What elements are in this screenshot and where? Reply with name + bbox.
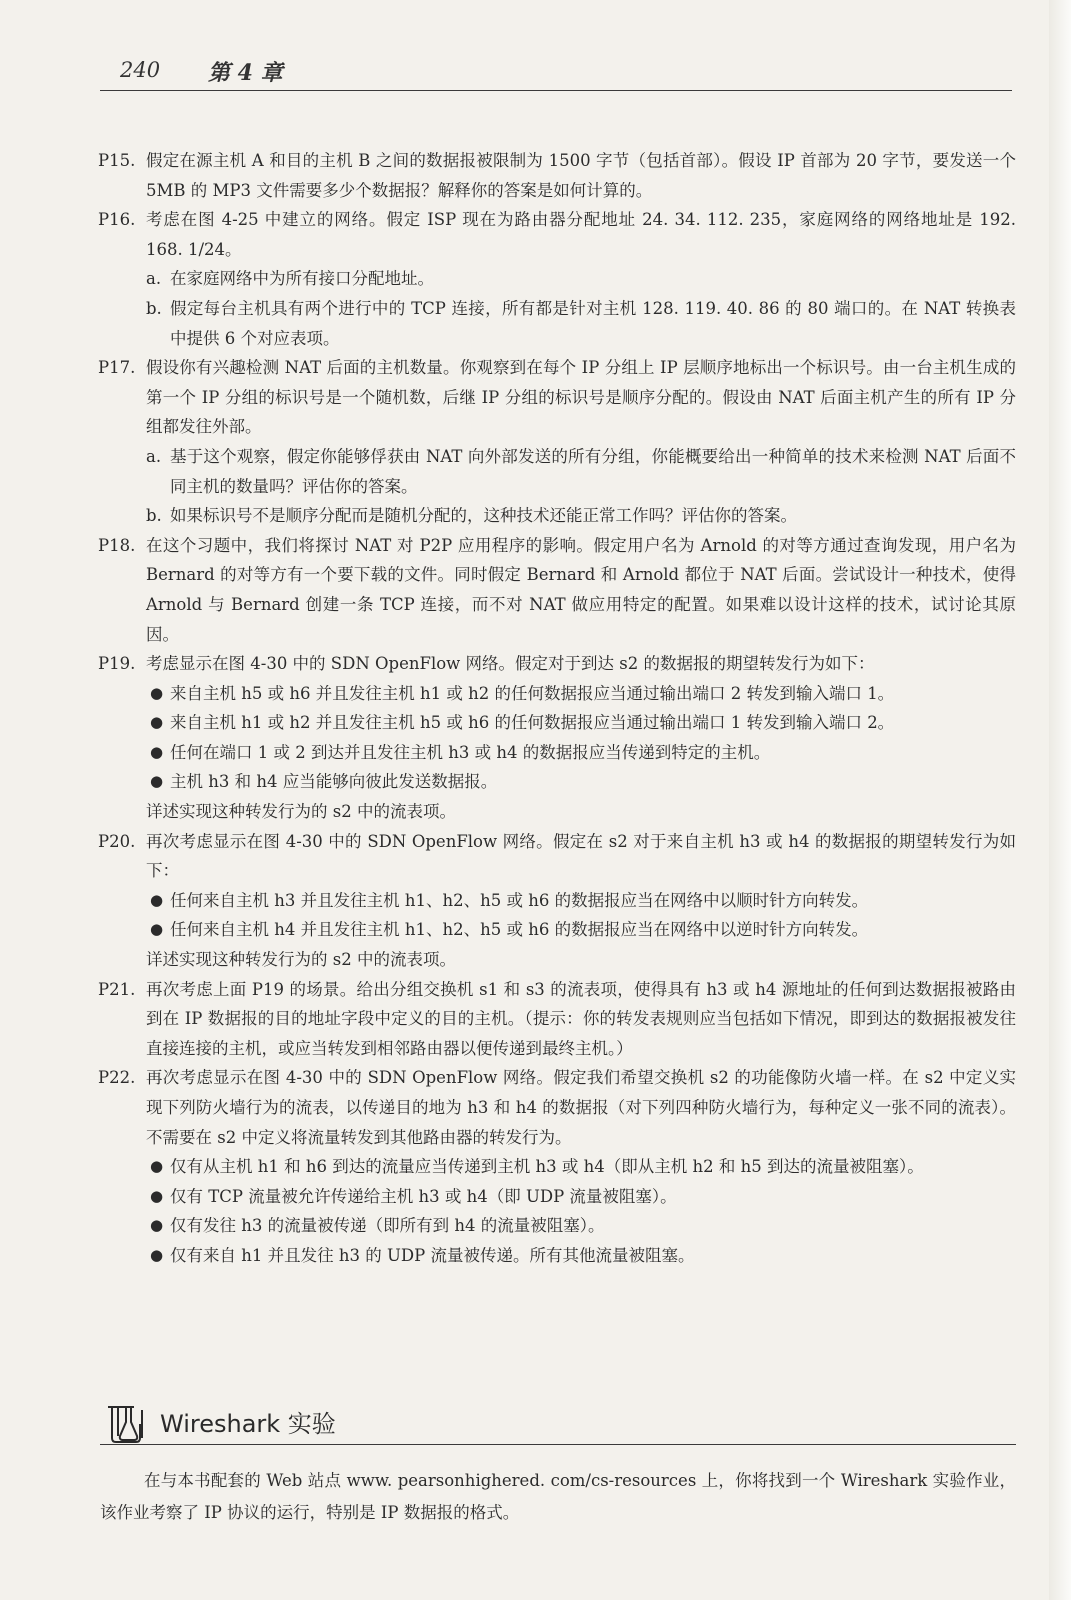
bullet-item (146, 915, 1016, 945)
problem-label: P18. (98, 535, 136, 555)
bullet-item (146, 708, 1016, 738)
bullet-text: 任何来自主机 h3 并且发往主机 h1、h2、h5 或 h6 的数据报应当在网络中以顺时针方向转发。 (170, 890, 869, 910)
bullet-dot-icon: ● (150, 772, 164, 791)
problem-text: 在这个习题中，我们将探讨 NAT 对 P2P 应用程序的影响。假定用户名为 Arnold 的对等方通过查询发现，用户名为 Bernard 的对等方有一个要下载的文件。同时假定 Bernard 和 Arnold 都位于 NAT 后面。尝试设计一种技术，使得 Arnold 与 Bernard 创建一条 TCP 连接，而不对 NAT 做应用特定的配置。如果难以设计这样的技术，试讨论其原因。 (146, 535, 1016, 644)
lab-text: 在与本书配套的 Web 站点 www. pearsonhighered. com/cs-resources 上，你将找到一个 Wireshark 实验作业，该作业考察了 IP 协议的运行，特别是 IP 数据报的格式。 (100, 1471, 1016, 1522)
problem-label: P15. (98, 151, 136, 170)
bullet-item (146, 1241, 1016, 1271)
bullet-dot-icon: ● (150, 1216, 164, 1235)
problem-p20 (98, 827, 1016, 975)
sub-text: 基于这个观察，假定你能够俘获由 NAT 向外部发送的所有分组，你能概要给出一种简单的技术来检测 NAT 后面不同主机的数量吗？评估你的答案。 (170, 446, 1016, 496)
bullet-text: 仅有从主机 h1 和 h6 到达的流量应当传递到主机 h3 或 h4（即从主机 h2 和 h5 到达的流量被阻塞）。 (170, 1157, 924, 1177)
problem-text: 再次考虑上面 P19 的场景。给出分组交换机 s1 和 s3 的流表项，使得具有 h3 或 h4 源地址的任何到达数据报被路由到在 IP 数据报的目的地址字段中定义的目的主机。（提示：你的转发表规则应当包括如下情况，即到达的数据报被发往直接连接的主机，或应当转发到相邻路由器以便传递到最终主机。） (146, 979, 1016, 1058)
chapter-title: 第 4 章 (208, 60, 283, 86)
sub-text: 如果标识号不是顺序分配而是随机分配的，这种技术还能正常工作吗？评估你的答案。 (170, 506, 797, 526)
sub-label: a. (146, 269, 162, 289)
bullet-text: 仅有发往 h3 的流量被传递（即所有到 h4 的流量被阻塞）。 (170, 1216, 605, 1236)
problem-label: P19. (98, 654, 136, 674)
bullet-dot-icon: ● (150, 1157, 164, 1176)
lab-flask-icon (104, 1402, 148, 1444)
problem-text: 再次考虑显示在图 4-30 中的 SDN OpenFlow 网络。假定我们希望交换机 s2 的功能像防火墙一样。在 s2 中定义实现下列防火墙行为的流表，以传递目的地为 h3 和 h4 的数据报（对下列四种防火墙行为，每种定义一张不同的流表）。不需要在 s2 中定义将流量转发到其他路由器的转发行为。 (146, 1068, 1016, 1147)
bullet-dot-icon: ● (150, 742, 164, 761)
page-number: 240 (120, 58, 161, 82)
problem-p15 (98, 146, 1016, 205)
bullet-dot-icon: ● (150, 890, 164, 909)
bullet-dot-icon: ● (150, 683, 164, 702)
sub-label: b. (146, 298, 162, 318)
bullet-dot-icon: ● (150, 1245, 164, 1264)
bullet-text: 仅有 TCP 流量被允许传递给主机 h3 或 h4（即 UDP 流量被阻塞）。 (170, 1186, 677, 1206)
problem-label: P16. (98, 210, 136, 230)
bullet-text: 任何在端口 1 或 2 到达并且发往主机 h3 或 h4 的数据报应当传递到特定的主机。 (170, 742, 771, 762)
bullet-item (146, 1182, 1016, 1212)
problem-text: 再次考虑显示在图 4-30 中的 SDN OpenFlow 网络。假定在 s2 对于来自主机 h3 或 h4 的数据报的期望转发行为如下： (146, 831, 1016, 881)
wireshark-lab-section (100, 1402, 1016, 1529)
problem-text: 考虑显示在图 4-30 中的 SDN OpenFlow 网络。假定对于到达 s2 的数据报的期望转发行为如下： (146, 654, 875, 674)
problems-list (98, 146, 1016, 1271)
bullet-text: 仅有来自 h1 并且发往 h3 的 UDP 流量被传递。所有其他流量被阻塞。 (170, 1245, 695, 1265)
sub-question (146, 294, 1016, 353)
problem-label: P17. (98, 358, 136, 378)
sub-label: b. (146, 506, 162, 526)
lab-title: Wireshark 实验 (160, 1410, 336, 1438)
problem-p21 (98, 975, 1016, 1064)
bullet-item (146, 679, 1016, 709)
bullet-item (146, 738, 1016, 768)
problem-label: P22. (98, 1068, 136, 1088)
problem-p18 (98, 531, 1016, 649)
bullet-dot-icon: ● (150, 1186, 164, 1205)
bullet-dot-icon: ● (150, 920, 164, 939)
bullet-text: 主机 h3 和 h4 应当能够向彼此发送数据报。 (170, 772, 498, 792)
problem-p16 (98, 205, 1016, 353)
problem-label: P21. (98, 979, 136, 999)
bullet-item (146, 1152, 1016, 1182)
lab-title-row (100, 1402, 1016, 1445)
problem-label: P20. (98, 831, 136, 851)
bullet-text: 来自主机 h5 或 h6 并且发往主机 h1 或 h2 的任何数据报应当通过输出端口 2 转发到输入端口 1。 (170, 683, 895, 703)
problem-p22 (98, 1063, 1016, 1270)
problem-text: 假定在源主机 A 和目的主机 B 之间的数据报被限制为 1500 字节（包括首部）。假设 IP 首部为 20 字节，要发送一个 5MB 的 MP3 文件需要多少个数据报？解释你的答案是如何计算的。 (146, 151, 1016, 200)
sub-label: a. (146, 446, 162, 466)
sub-question (146, 442, 1016, 501)
bullet-item (146, 767, 1016, 797)
problem-p19 (98, 649, 1016, 827)
bullet-dot-icon: ● (150, 713, 164, 732)
problem-text: 假设你有兴趣检测 NAT 后面的主机数量。你观察到在每个 IP 分组上 IP 层顺序地标出一个标识号。由一台主机生成的第一个 IP 分组的标识号是一个随机数，后继 IP 分组的标识号是顺序分配的。假设由 NAT 后面主机产生的所有 IP 分组都发往外部。 (146, 358, 1016, 437)
sub-question (146, 264, 1016, 294)
page-edge (1049, 0, 1071, 1600)
problem-closing: 详述实现这种转发行为的 s2 中的流表项。 (146, 802, 456, 822)
problem-text: 考虑在图 4-25 中建立的网络。假定 ISP 现在为路由器分配地址 24. 34. 112. 235，家庭网络的网络地址是 192. 168. 1/24。 (146, 210, 1016, 259)
sub-question (146, 501, 1016, 531)
bullet-item (146, 886, 1016, 916)
problem-p17 (98, 353, 1016, 531)
page-header (100, 58, 1012, 91)
sub-text: 假定每台主机具有两个进行中的 TCP 连接，所有都是针对主机 128. 119. 40. 86 的 80 端口的。在 NAT 转换表中提供 6 个对应表项。 (170, 298, 1016, 348)
problem-closing: 详述实现这种转发行为的 s2 中的流表项。 (146, 950, 456, 970)
bullet-item (146, 1211, 1016, 1241)
bullet-text: 来自主机 h1 或 h2 并且发往主机 h5 或 h6 的任何数据报应当通过输出端口 1 转发到输入端口 2。 (170, 713, 895, 733)
bullet-text: 任何来自主机 h4 并且发往主机 h1、h2、h5 或 h6 的数据报应当在网络中以逆时针方向转发。 (170, 920, 869, 940)
sub-text: 在家庭网络中为所有接口分配地址。 (170, 269, 434, 289)
